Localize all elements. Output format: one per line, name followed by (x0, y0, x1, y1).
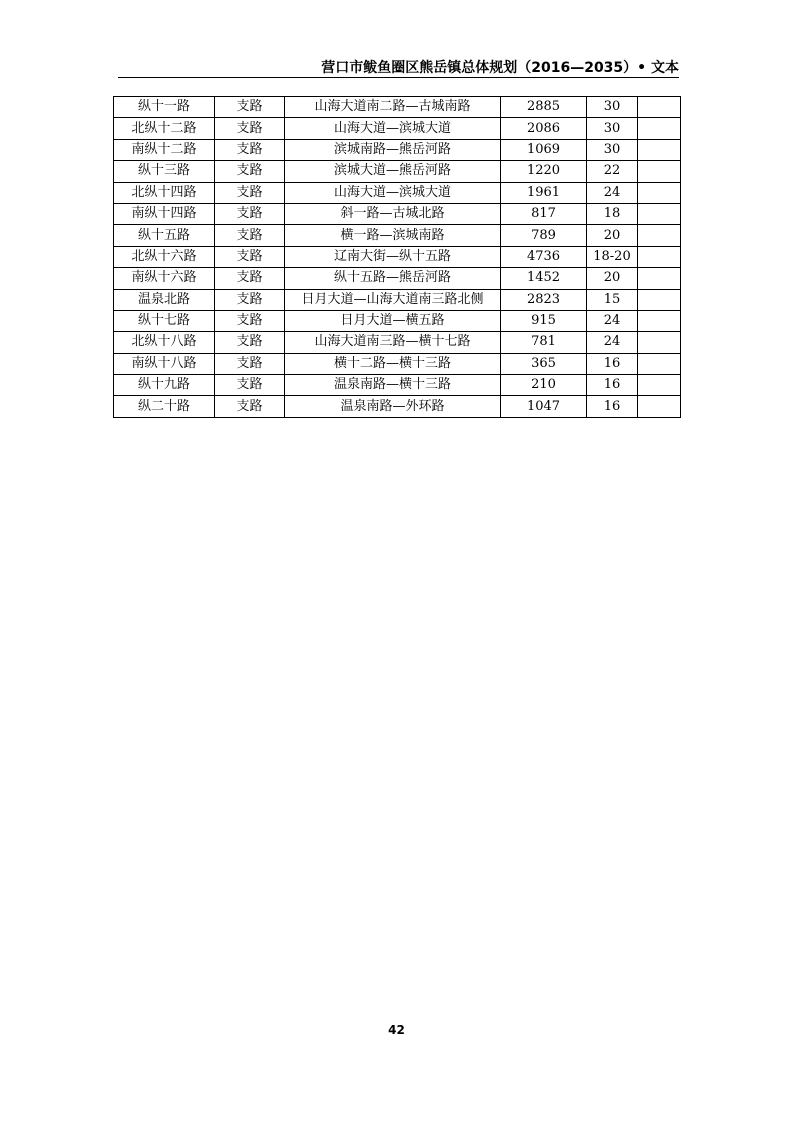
road-class-cell: 支路 (215, 310, 285, 331)
page-header-title: 营口市鲅鱼圈区熊岳镇总体规划（2016—2035）• 文本 (321, 60, 679, 76)
road-section-cell: 日月大道—山海大道南三路北侧 (285, 289, 501, 310)
road-class-cell: 支路 (215, 289, 285, 310)
road-section-cell: 纵十五路—熊岳河路 (285, 268, 501, 289)
road-name-cell: 南纵十六路 (114, 268, 215, 289)
remark-cell (638, 375, 681, 396)
road-name-cell: 温泉北路 (114, 289, 215, 310)
road-length-cell: 365 (501, 353, 587, 374)
header-rule (118, 77, 679, 78)
remark-cell (638, 289, 681, 310)
road-class-cell: 支路 (215, 139, 285, 160)
remark-cell (638, 97, 681, 118)
road-name-cell: 纵十七路 (114, 310, 215, 331)
road-section-cell: 温泉南路—外环路 (285, 396, 501, 417)
remark-cell (638, 332, 681, 353)
remark-cell (638, 161, 681, 182)
road-class-cell: 支路 (215, 246, 285, 267)
road-section-cell: 滨城南路—熊岳河路 (285, 139, 501, 160)
table-row (114, 161, 681, 182)
road-length-cell: 1220 (501, 161, 587, 182)
road-class-cell: 支路 (215, 332, 285, 353)
road-class-cell: 支路 (215, 161, 285, 182)
road-length-cell: 2885 (501, 97, 587, 118)
table-row (114, 139, 681, 160)
road-class-cell: 支路 (215, 182, 285, 203)
road-width-cell: 24 (587, 182, 638, 203)
road-section-cell: 温泉南路—横十三路 (285, 375, 501, 396)
table-row (114, 375, 681, 396)
road-section-cell: 山海大道南三路—横十七路 (285, 332, 501, 353)
road-section-cell: 横十二路—横十三路 (285, 353, 501, 374)
remark-cell (638, 182, 681, 203)
road-length-cell: 781 (501, 332, 587, 353)
table-row (114, 225, 681, 246)
road-width-cell: 16 (587, 353, 638, 374)
remark-cell (638, 268, 681, 289)
road-name-cell: 纵十九路 (114, 375, 215, 396)
road-section-cell: 横一路—滨城南路 (285, 225, 501, 246)
road-section-cell: 山海大道南二路—古城南路 (285, 97, 501, 118)
road-name-cell: 纵十五路 (114, 225, 215, 246)
road-class-cell: 支路 (215, 203, 285, 224)
table-row (114, 246, 681, 267)
road-class-cell: 支路 (215, 353, 285, 374)
road-section-cell: 斜一路—古城北路 (285, 203, 501, 224)
remark-cell (638, 396, 681, 417)
road-width-cell: 30 (587, 139, 638, 160)
road-table-body (114, 97, 681, 418)
table-row (114, 289, 681, 310)
table-row (114, 310, 681, 331)
road-table (113, 96, 681, 418)
road-name-cell: 北纵十二路 (114, 118, 215, 139)
table-row (114, 396, 681, 417)
road-name-cell: 纵十三路 (114, 161, 215, 182)
road-width-cell: 18-20 (587, 246, 638, 267)
road-width-cell: 24 (587, 310, 638, 331)
page-number: 42 (388, 1023, 405, 1037)
road-length-cell: 915 (501, 310, 587, 331)
table-row (114, 182, 681, 203)
road-section-cell: 辽南大街—纵十五路 (285, 246, 501, 267)
road-length-cell: 210 (501, 375, 587, 396)
table-row (114, 332, 681, 353)
road-section-cell: 山海大道—滨城大道 (285, 182, 501, 203)
road-class-cell: 支路 (215, 396, 285, 417)
road-length-cell: 1047 (501, 396, 587, 417)
remark-cell (638, 203, 681, 224)
road-length-cell: 4736 (501, 246, 587, 267)
road-class-cell: 支路 (215, 375, 285, 396)
road-class-cell: 支路 (215, 225, 285, 246)
road-width-cell: 22 (587, 161, 638, 182)
table-row (114, 97, 681, 118)
road-name-cell: 纵十一路 (114, 97, 215, 118)
table-row (114, 203, 681, 224)
road-length-cell: 789 (501, 225, 587, 246)
road-width-cell: 15 (587, 289, 638, 310)
road-class-cell: 支路 (215, 268, 285, 289)
remark-cell (638, 310, 681, 331)
road-length-cell: 1452 (501, 268, 587, 289)
road-length-cell: 1961 (501, 182, 587, 203)
road-width-cell: 24 (587, 332, 638, 353)
remark-cell (638, 246, 681, 267)
road-length-cell: 2086 (501, 118, 587, 139)
road-name-cell: 北纵十八路 (114, 332, 215, 353)
road-length-cell: 817 (501, 203, 587, 224)
road-width-cell: 18 (587, 203, 638, 224)
table-row (114, 118, 681, 139)
road-width-cell: 16 (587, 375, 638, 396)
road-name-cell: 北纵十四路 (114, 182, 215, 203)
remark-cell (638, 353, 681, 374)
road-name-cell: 南纵十八路 (114, 353, 215, 374)
road-name-cell: 纵二十路 (114, 396, 215, 417)
table-row (114, 268, 681, 289)
road-name-cell: 南纵十二路 (114, 139, 215, 160)
road-width-cell: 30 (587, 118, 638, 139)
road-section-cell: 滨城大道—熊岳河路 (285, 161, 501, 182)
remark-cell (638, 118, 681, 139)
road-name-cell: 南纵十四路 (114, 203, 215, 224)
road-section-cell: 山海大道—滨城大道 (285, 118, 501, 139)
road-name-cell: 北纵十六路 (114, 246, 215, 267)
road-length-cell: 2823 (501, 289, 587, 310)
table-row (114, 353, 681, 374)
road-length-cell: 1069 (501, 139, 587, 160)
remark-cell (638, 225, 681, 246)
road-width-cell: 20 (587, 225, 638, 246)
road-width-cell: 20 (587, 268, 638, 289)
road-class-cell: 支路 (215, 97, 285, 118)
remark-cell (638, 139, 681, 160)
road-width-cell: 30 (587, 97, 638, 118)
road-class-cell: 支路 (215, 118, 285, 139)
road-section-cell: 日月大道—横五路 (285, 310, 501, 331)
road-width-cell: 16 (587, 396, 638, 417)
